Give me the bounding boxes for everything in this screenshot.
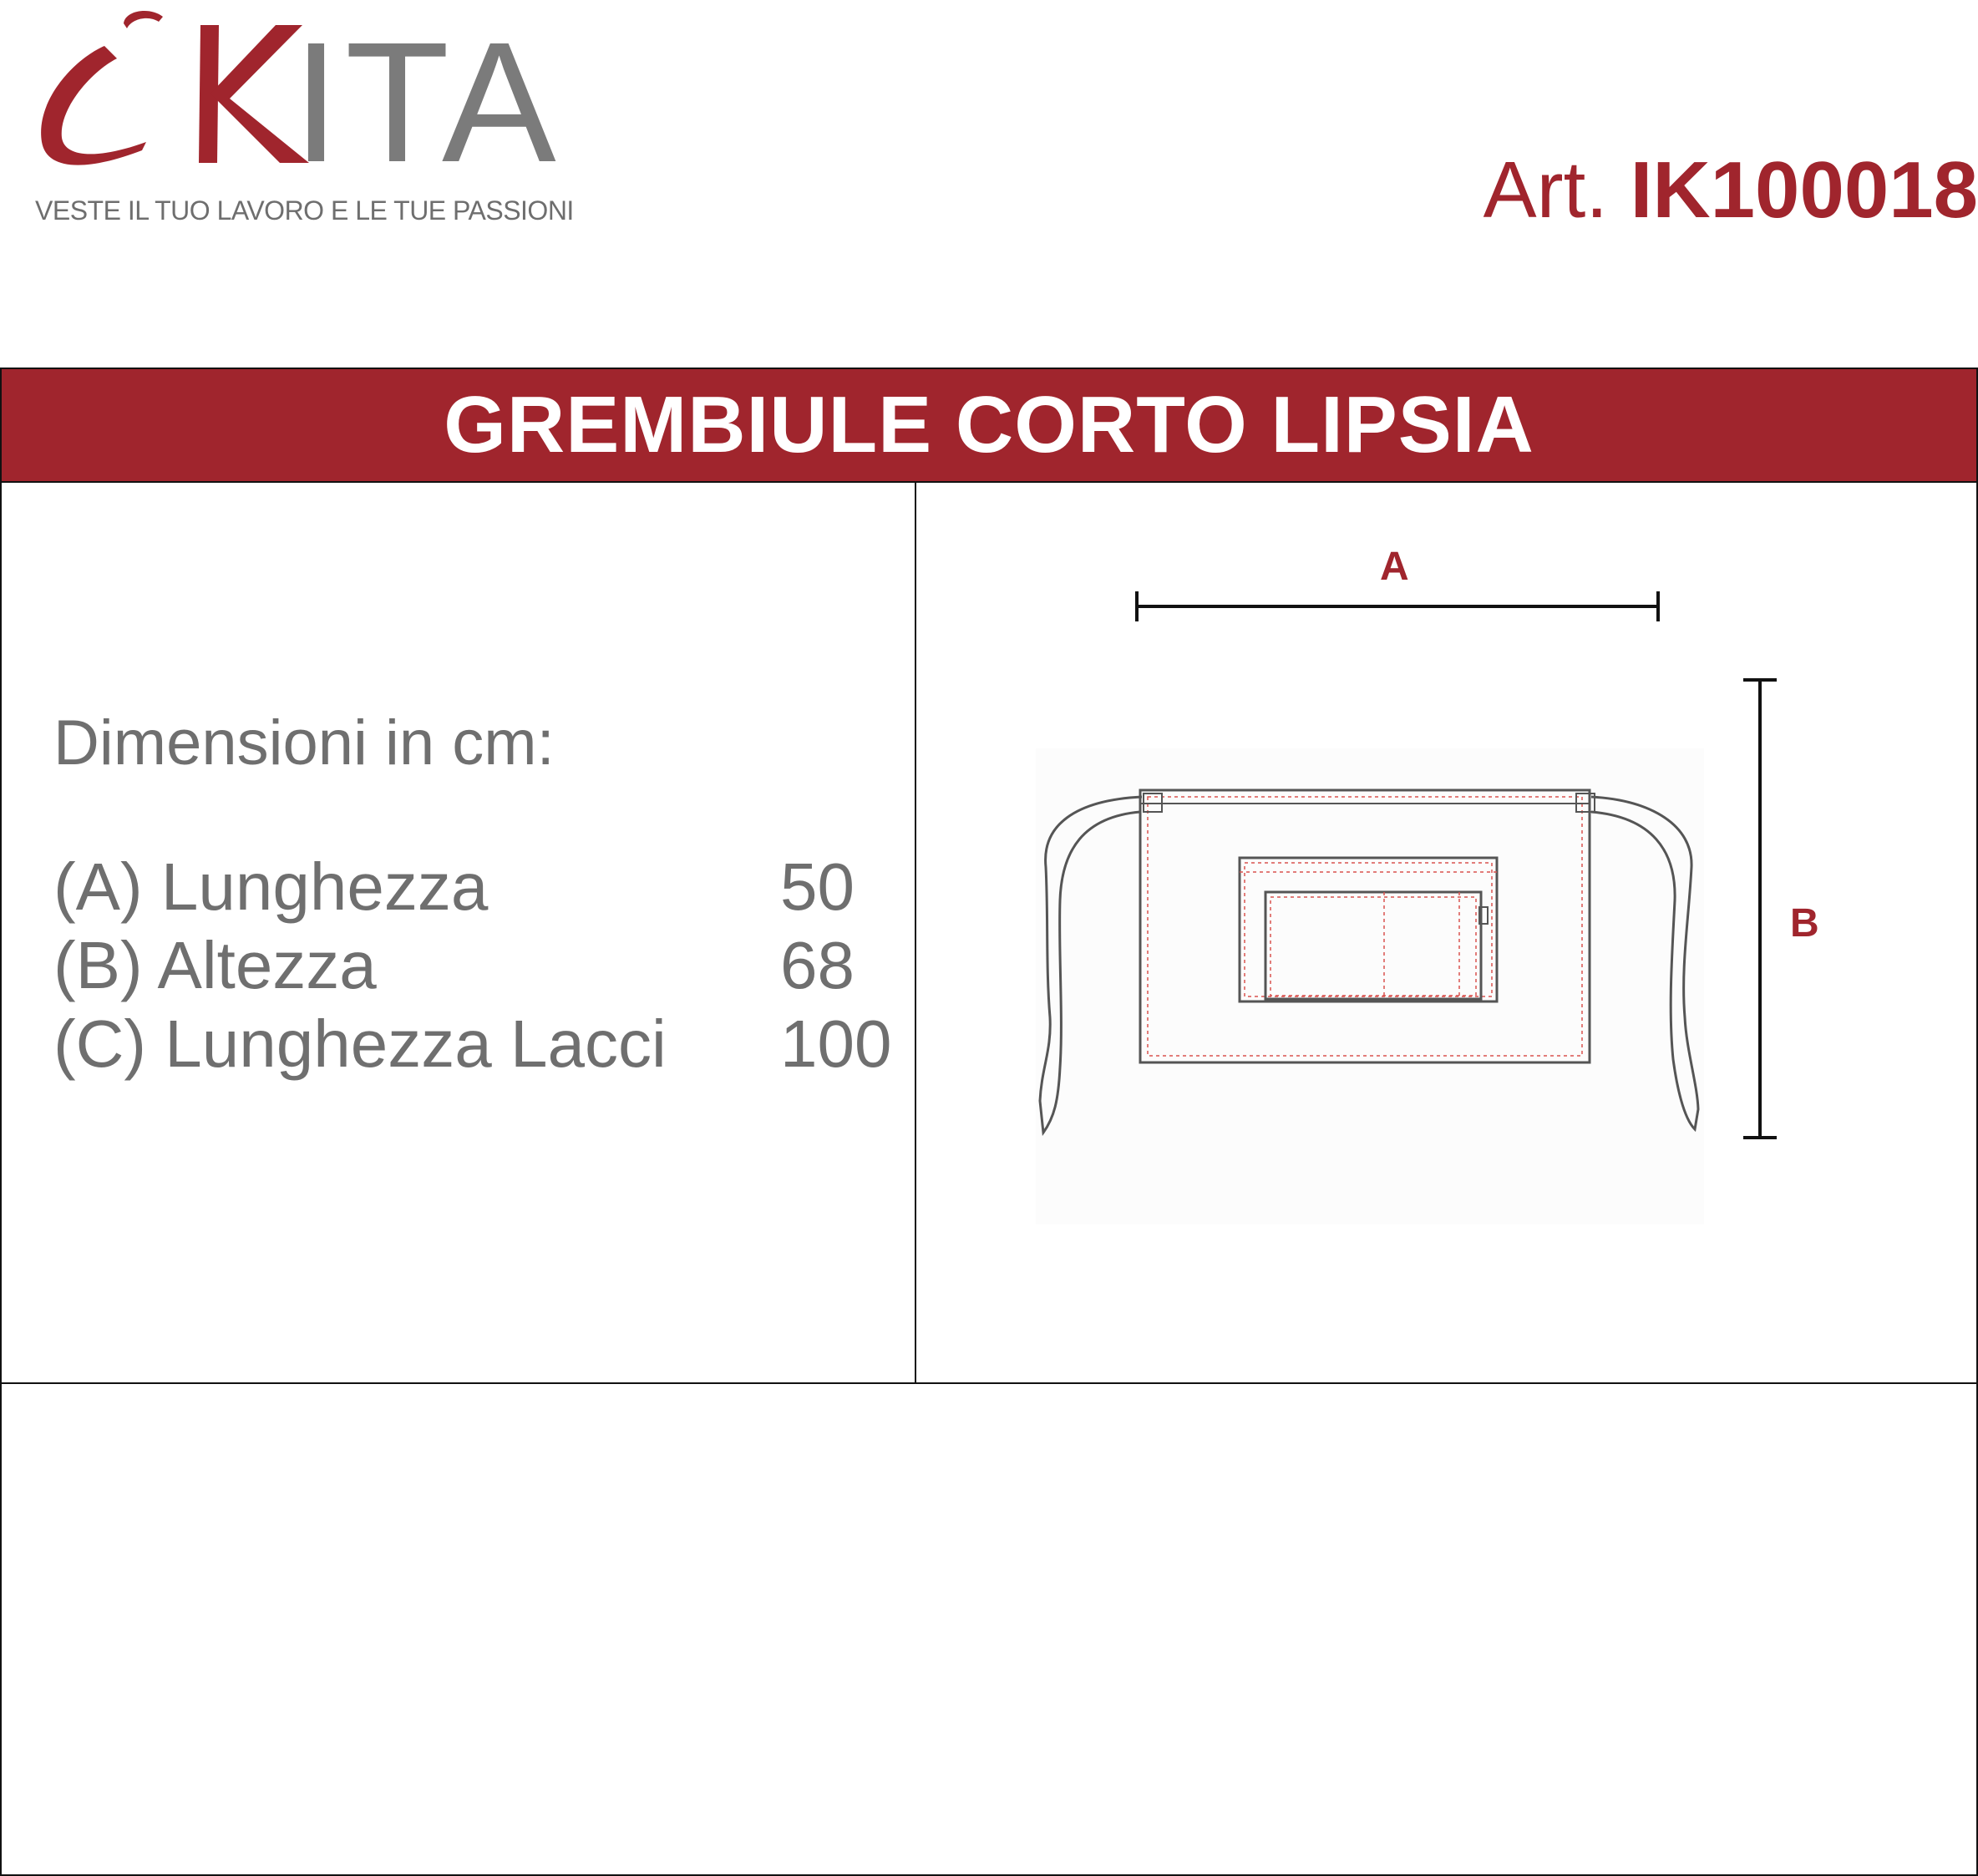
dimension-value: 100 — [780, 1006, 892, 1081]
dimension-label: (C) Lunghezza Lacci — [53, 1006, 667, 1081]
diagram-panel — [916, 483, 1976, 1382]
dimension-row — [53, 849, 905, 925]
dimensions-heading: Dimensioni in cm: — [53, 707, 555, 778]
brand-logo — [25, 0, 593, 242]
dimensions-panel — [2, 483, 916, 1382]
article-code — [1483, 145, 1978, 235]
dimension-value: 68 — [780, 928, 855, 1002]
notes-panel — [2, 1382, 1976, 1876]
dimension-row — [53, 1006, 905, 1083]
apron-diagram — [916, 483, 1976, 1382]
logo-wordmark: ITA — [292, 7, 561, 198]
logo-tagline: VESTE IL TUO LAVORO E LE TUE PASSIONI — [35, 195, 574, 226]
dimension-line-a — [1137, 591, 1658, 621]
article-number: IK100018 — [1630, 145, 1978, 235]
dimension-line-b — [1743, 680, 1777, 1138]
article-label: Art. — [1483, 145, 1608, 235]
dimension-letter-a: A — [1380, 545, 1409, 589]
dimension-label: (B) Altezza — [53, 928, 377, 1002]
dimension-row — [53, 927, 905, 1004]
title-bar — [2, 369, 1976, 483]
product-title: GREMBIULE CORTO LIPSIA — [444, 380, 1534, 469]
logo-swoosh-icon — [25, 0, 309, 192]
spec-sheet — [0, 368, 1978, 1876]
dimension-value: 50 — [780, 849, 855, 924]
dimension-letter-b: B — [1790, 901, 1819, 946]
dimension-label: (A) Lunghezza — [53, 849, 489, 924]
